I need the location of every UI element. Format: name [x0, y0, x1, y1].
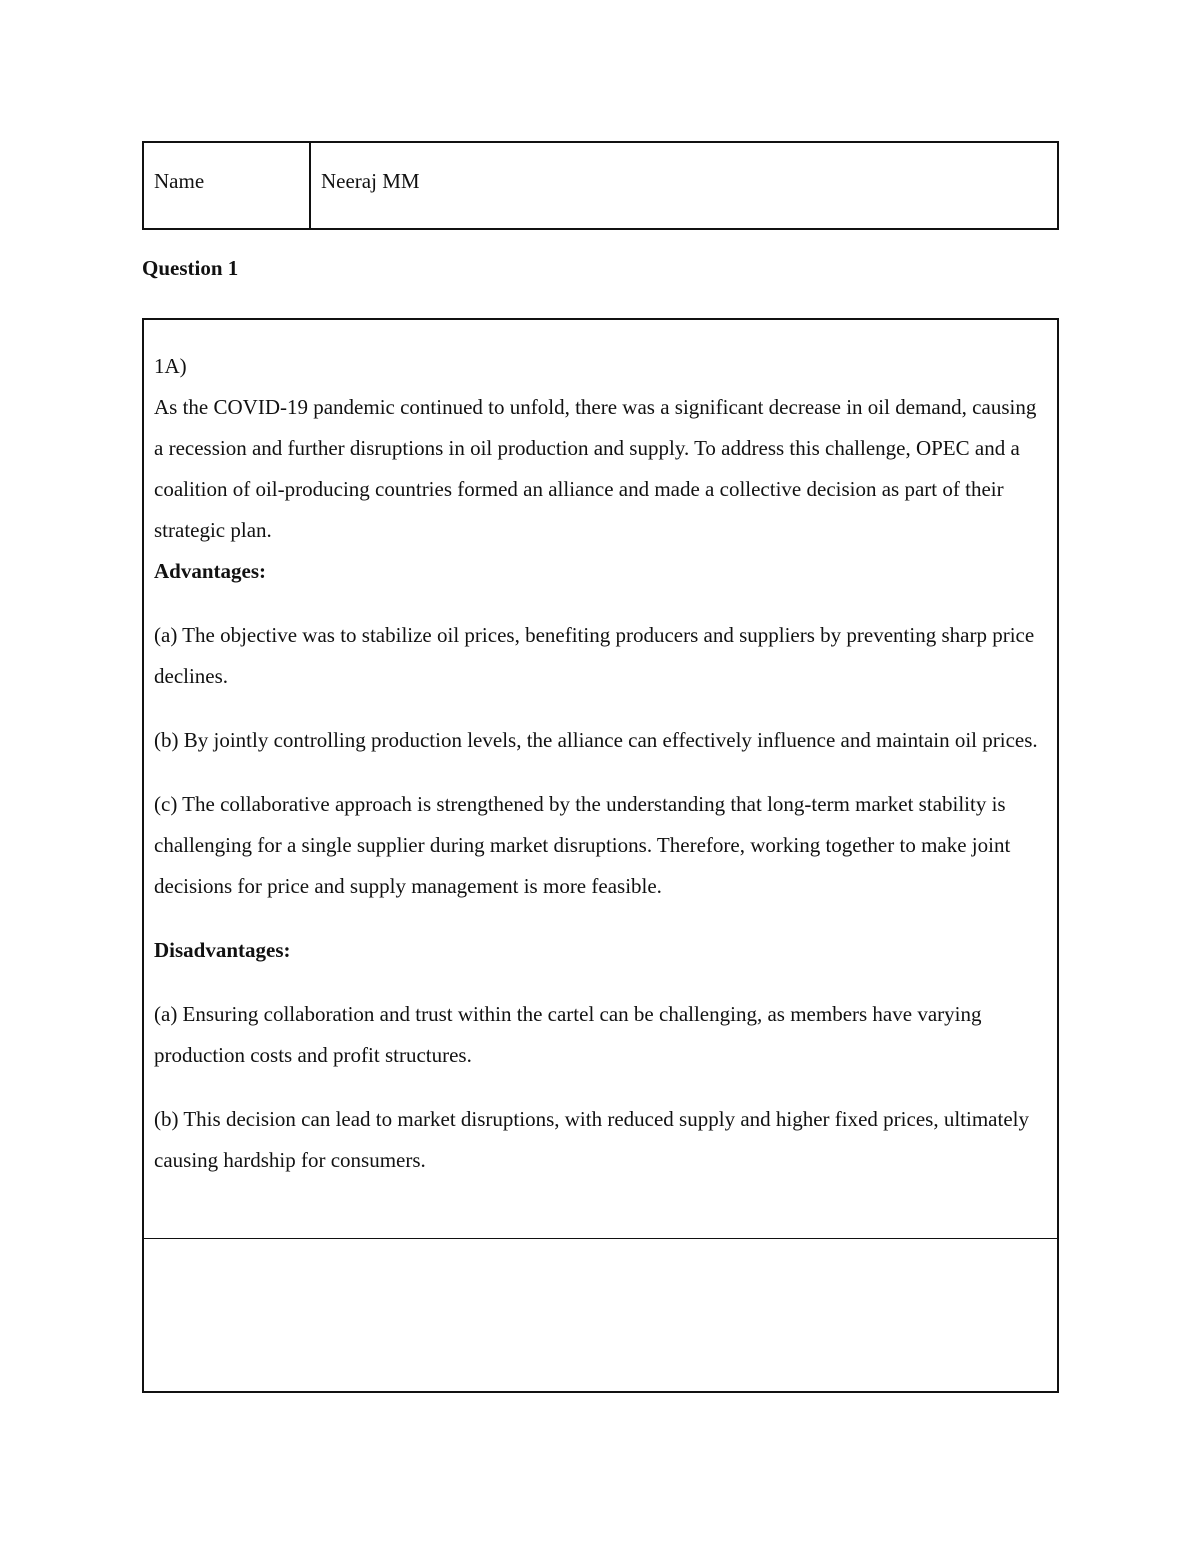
name-value: Neeraj MM	[321, 169, 420, 193]
disadvantage-item-a: (a) Ensuring collaboration and trust within the cartel can be challenging, as members have varying production costs and profit structures.	[154, 1002, 982, 1067]
part-label: 1A)	[154, 354, 187, 378]
intro-paragraph: As the COVID-19 pandemic continued to unfold, there was a significant decrease in oil demand, causing a recession and further disruptions in oil production and supply. To address this challenge, OPEC and a coalition of oil-producing countries formed an alliance and made a collective decision as part of their strategic plan.	[154, 395, 1037, 542]
disadvantage-item-b: (b) This decision can lead to market disruptions, with reduced supply and higher fixed prices, ultimately causing hardship for consumers.	[154, 1107, 1029, 1172]
advantage-item-a: (a) The objective was to stabilize oil prices, benefiting producers and suppliers by preventing sharp price declines.	[154, 623, 1035, 688]
empty-answer-cell	[144, 1239, 1057, 1389]
answer-cell	[144, 320, 1057, 1239]
question-heading: Question 1	[142, 256, 239, 280]
answer-table	[142, 318, 1059, 1393]
advantage-item-c: (c) The collaborative approach is strengthened by the understanding that long-term market stability is challenging for a single supplier during market disruptions. Therefore, working together to make joint decisions for price and supply management is more feasible.	[154, 792, 1011, 898]
advantage-item-b: (b) By jointly controlling production levels, the alliance can effectively influence and maintain oil prices.	[154, 728, 1038, 752]
name-table	[142, 141, 1059, 230]
disadvantages-heading: Disadvantages:	[154, 938, 291, 962]
name-label: Name	[144, 143, 311, 228]
advantages-heading: Advantages:	[154, 559, 267, 583]
